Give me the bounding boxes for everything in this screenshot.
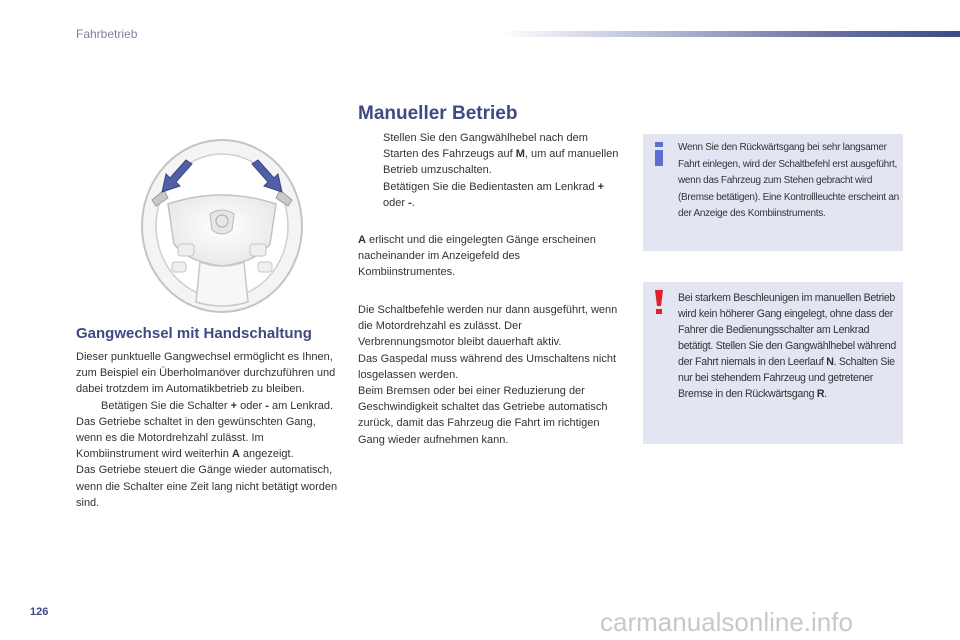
minus-symbol: - [265,399,269,412]
middle-bullet-1-text [383,130,620,179]
info-icon [654,142,664,166]
left-bullet [76,398,338,414]
middle-b2-pre: Betätigen Sie die Bedientasten am Lenkrad [383,180,598,193]
middle-b1-bold: M [515,148,525,161]
bullet-icon [76,398,101,414]
left-p1-pre: Das Getriebe schaltet in den gewünschten Gang, wenn es die Motordrehzahl zulässt. Im Kombiinstrument wird weiterhin [76,415,316,461]
section-heading-handschaltung: Gangwechsel mit Handschaltung [76,325,312,342]
warning-icon [651,290,667,314]
bullet-icon [358,130,383,179]
info-text: Wenn Sie den Rückwärtsgang bei sehr langsamer Fahrt einlegen, wird der Schaltbefehl erst ausgeführt, wenn das Fahrzeug zum Stehen gebracht wird (Bremse betätigen). Eine Kontrollleuchte erscheint an der Anzeige des Kombiinstruments. [678,142,899,220]
warning-bold-n: N [826,356,834,368]
left-p1-bold: A [231,448,240,461]
left-paragraph-1 [76,414,338,463]
page-number: 126 [30,606,49,618]
middle-p1-bold: A [358,234,366,246]
left-paragraph-2: Das Getriebe steuert die Gänge wieder automatisch, wenn die Schalter eine Zeit lang nicht betätigt worden sind. [76,464,338,509]
watermark: carmanualsonline.info [600,607,853,637]
middle-b2-mid: oder [383,196,409,209]
plus-symbol: + [597,180,605,193]
left-p1-post: angezeigt. [239,448,294,461]
warning-text-post: . [824,388,827,400]
minus-symbol: - [408,196,412,209]
warning-bold-r: R [816,388,825,400]
plus-symbol: + [230,399,238,412]
middle-b1-post: , um auf manuellen Betrieb umzuschalten. [383,148,619,177]
header-bar [500,31,960,37]
left-bullet-post: am Lenkrad. [268,399,334,412]
warning-box [643,282,903,444]
middle-bullet-1 [358,130,620,179]
left-intro: Dieser punktuelle Gangwechsel ermöglicht es Ihnen, zum Beispiel ein Überholmanöver durchzuführen und dabei trotzdem im Automatikbetrieb zu bleiben. [76,351,336,396]
middle-bullet-list [358,130,620,211]
middle-paragraph-3: Das Gaspedal muss während des Umschaltens nicht losgelassen werden. [358,352,617,381]
middle-b2-post: . [411,196,415,209]
left-bullet-mid: oder [237,399,266,412]
header-title: Fahrbetrieb [76,27,138,41]
middle-p1-post: erlischt und die eingelegten Gänge erscheinen nacheinander im Anzeigefeld des Kombiinstrumentes. [358,234,596,279]
middle-paragraph-group [358,302,620,448]
left-bullet-pre: Betätigen Sie die Schalter [101,399,231,412]
left-bullet-text [101,398,333,414]
middle-bullet-2-text [383,179,620,211]
warning-text-pre: Bei starkem Beschleunigen im manuellen Betrieb wird kein höherer Gang eingelegt, ohne dass der Fahrer die Bedienungsschalter am Lenkrad betätigt. Stellen Sie den Gangwählhebel während der Fahrt niemals in den Leerlauf [678,292,896,368]
left-body-text [76,349,338,511]
middle-paragraph-4: Beim Bremsen oder bei einer Reduzierung der Geschwindigkeit schaltet das Getriebe automatisch zurück, damit das Fahrzeug die Fahrt im richtigen Gang wieder aufnehmen kann. [358,385,608,446]
middle-paragraph-1 [358,232,620,281]
steering-wheel-illustration [138,134,306,316]
warning-text-mid: . Schalten Sie nur bei stehendem Fahrzeug und getretener Bremse in den Rückwärtsgang [678,356,895,400]
bullet-icon [358,179,383,211]
middle-bullet-2 [358,179,620,211]
middle-paragraph-2: Die Schaltbefehle werden nur dann ausgeführt, wenn die Motordrehzahl es zulässt. Der Verbrennungsmotor bleibt dauerhaft aktiv. [358,304,618,349]
info-box [643,134,903,251]
section-heading-manueller-betrieb: Manueller Betrieb [358,103,518,124]
middle-b1-pre: Stellen Sie den Gangwählhebel nach dem Starten des Fahrzeugs auf [383,132,588,161]
warning-text [678,290,900,402]
